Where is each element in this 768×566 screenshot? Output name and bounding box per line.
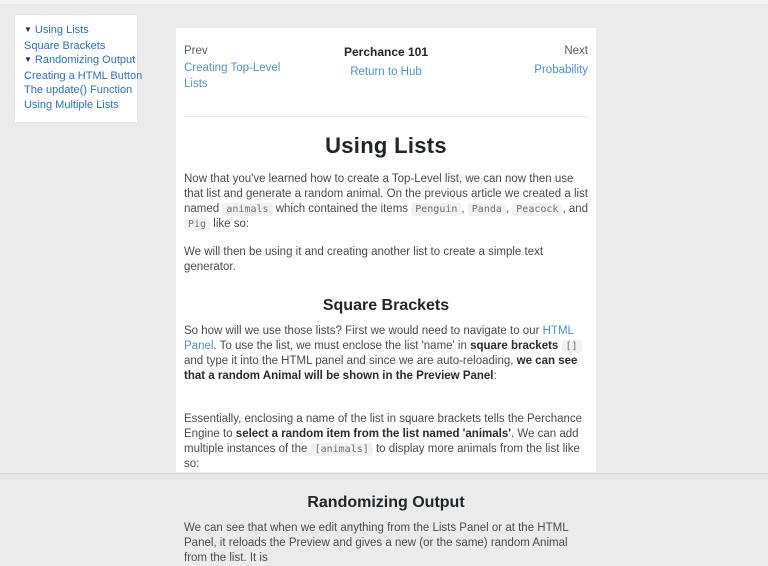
next-article-link[interactable]: Probability [534,64,588,76]
inline-code: Peacock [512,203,562,216]
bold-text: we can see that a random Animal will be shown in the Preview Panel [184,355,578,382]
toc-item [24,98,131,113]
toc-sidebar [14,14,143,123]
text-run: . To use the list, we must enclose the list 'name' in [213,340,471,352]
inline-code: Panda [468,203,506,216]
text-run: , [505,203,513,215]
inline-code: [] [562,340,582,353]
series-title: Perchance 101 [343,45,429,59]
pager-nav [184,45,588,92]
text-run: : [493,370,497,382]
collapse-triangle-icon[interactable]: ▼ [24,55,32,65]
inline-code: Penguin [411,203,461,216]
text-run: We can see that when we edit anything from the Lists Panel or at the HTML Panel, it reloads the Preview and gives a new (or the same) random Animal from the list. It is [184,522,569,564]
text-run: which contained the items [272,203,412,215]
article-panel [176,28,596,564]
paragraph-essentially [184,412,588,472]
next-label: Next [564,45,588,57]
inline-code: animals [222,203,272,216]
article-title: Using Lists [325,133,447,158]
bold-text: select a random item from the list named 'animals' [235,428,511,440]
text-run: So how will we use those lists? First we would need to navigate to our [184,325,543,337]
text-run: , and [562,203,589,215]
toc-item [24,53,136,69]
pager-hub [284,45,488,92]
text-run: like so: [210,218,250,230]
section-heading-randomizing: Randomizing Output [307,494,465,511]
header-divider [184,116,588,117]
toc-link[interactable]: Using Lists [34,24,89,36]
page-top-edge [0,0,768,4]
pager-prev [184,45,284,92]
toc-list [24,23,143,113]
text-run: and type it into the HTML panel and since we are auto-reloading, [184,355,517,367]
section-heading-square-brackets: Square Brackets [322,297,450,314]
text-run: We will then be using it and creating another list to create a simple text generator. [184,246,544,273]
toc-item [24,69,143,84]
html-panel-link[interactable]: HTML Panel [184,325,574,352]
page-bottom-edge [0,473,768,480]
paragraph-intro [184,172,588,232]
paragraph-randomizing [184,521,588,566]
toc-item [24,83,131,98]
paragraph-generator [184,245,588,275]
toc-item [24,39,131,54]
text-run: , [461,203,468,215]
bold-text: square brackets [470,340,559,352]
inline-code: [animals] [311,443,373,456]
toc-link[interactable]: The update() Function [24,84,133,97]
text-run: Essentially, enclosing a name of the list in square brackets tells the Perchance Engine to [184,413,583,440]
text-run: . We can add multiple instances of the [184,428,579,455]
text-run: Now that you've learned how to create a Top-Level list, we can now then use that list and generate a random animal. On the previous article we created a list named [184,173,588,215]
return-to-hub-link[interactable]: Return to Hub [350,66,422,78]
paragraph-square-brackets [184,324,588,384]
collapse-triangle-icon[interactable]: ▼ [24,25,32,34]
prev-article-link[interactable]: Creating Top-Level Lists [184,62,281,90]
toc-link[interactable]: Creating a HTML Button [24,69,143,82]
prev-label: Prev [184,45,208,57]
toc-link[interactable]: Square Brackets [24,39,106,52]
pager-next [488,45,588,92]
inline-code: Pig [184,218,210,231]
toc-link[interactable]: Using Multiple Lists [24,98,119,111]
toc-item [24,23,131,39]
toc-link[interactable]: Randomizing Output [34,54,136,67]
text-run: to display more animals from the list like so: [184,443,580,470]
